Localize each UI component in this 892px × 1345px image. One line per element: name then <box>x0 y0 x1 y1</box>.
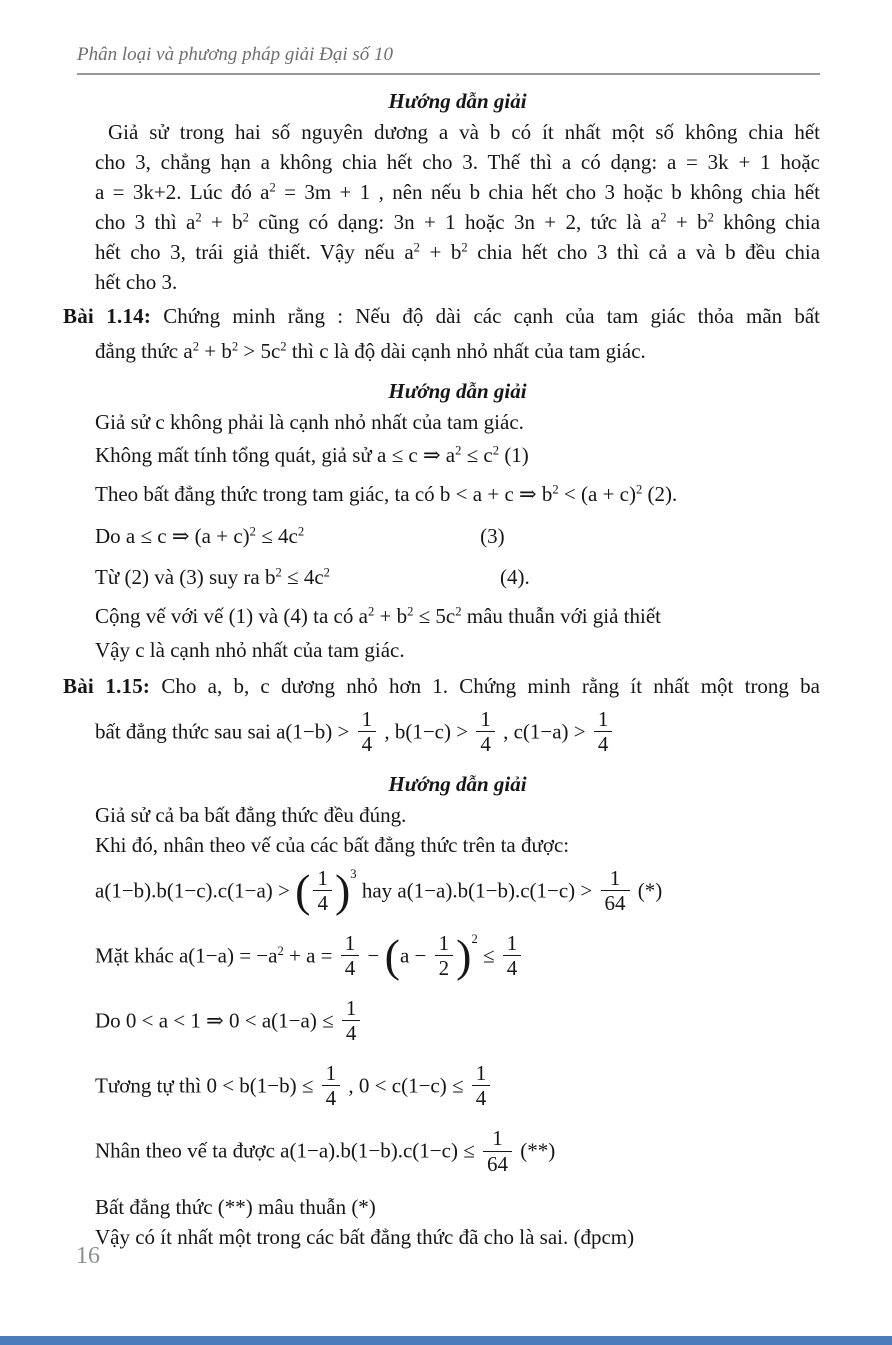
fraction-denominator: 4 <box>317 891 328 916</box>
superscript: 2 <box>242 210 249 225</box>
footer-accent-bar <box>0 1336 892 1345</box>
fraction-numerator: 1 <box>476 708 495 732</box>
exercise-label: Bài 1.14: <box>63 304 152 328</box>
text-run: − <box>362 943 385 968</box>
superscript: 2 <box>492 443 500 458</box>
section-heading <box>95 375 820 407</box>
text-line <box>95 331 820 371</box>
superscript: 2 <box>455 443 462 458</box>
superscript: 2 <box>407 604 414 619</box>
text-line <box>95 515 820 557</box>
superscript: 2 <box>635 482 643 497</box>
superscript: 2 <box>249 524 256 539</box>
text-line <box>95 407 820 437</box>
text-line <box>95 237 820 267</box>
text-run: a − <box>399 943 432 968</box>
text-run: mâu thuẫn với giả thiết <box>461 604 662 628</box>
fraction-numerator: 1 <box>601 867 630 891</box>
text-run: = 3m + 1 , nên nếu b chia hết cho 3 hoặc b không chia hết <box>275 180 820 204</box>
text-run: cũng có dạng: 3n + 1 hoặc 3n + 2, tức là a <box>248 210 661 234</box>
superscript: 2 <box>323 565 330 580</box>
superscript: 2 <box>455 604 462 619</box>
superscript: 2 <box>277 944 284 958</box>
text-run: (*) <box>632 878 663 903</box>
text-line: a(1−b).b(1−c).c(1−a) > ( $\frac{1}{4}$ )$^3$ hay a(1−a).b(1−b).c(1−c) > $\frac{1}{64}$ (*) <box>95 864 663 916</box>
text-run: Do a ≤ c ⇒ (a + c) <box>95 524 250 548</box>
superscript: 2 <box>660 210 667 225</box>
text-run: + b <box>419 240 462 264</box>
fraction-numerator: 1 <box>322 1062 341 1086</box>
text-run: hết cho 3, trái giả thiết. Vậy nếu a <box>95 240 414 264</box>
text-line <box>95 473 820 515</box>
text-run: Vậy c là cạnh nhỏ nhất của tam giác. <box>95 638 405 662</box>
fraction <box>435 932 454 979</box>
text-run: (3) <box>480 524 505 548</box>
fraction <box>472 1062 491 1109</box>
superscript: 2 <box>231 339 239 354</box>
text-run: Giả sử trong hai số nguyên dương a và b có ít nhất một số không chia hết <box>108 120 820 144</box>
text-run: Cộng vế với vế (1) và (4) ta có a <box>95 604 368 628</box>
text-run: cho 3, chẳng hạn a không chia hết cho 3. Thế thì a có dạng: a = 3k + 1 hoặc <box>95 150 820 174</box>
fraction <box>594 708 613 755</box>
text-run: Hướng dẫn giải <box>388 772 527 797</box>
superscript: 2 <box>269 180 276 195</box>
fraction-denominator: 4 <box>325 1086 337 1111</box>
text-line <box>95 990 820 1055</box>
text-run: Tương tự thì 0 < b(1−b) ≤ <box>95 1073 319 1098</box>
fraction-numerator: 1 <box>341 932 360 956</box>
fraction-denominator: 64 <box>486 1151 508 1176</box>
text-run: Từ (2) và (3) suy ra b <box>95 565 276 589</box>
fraction-denominator: 64 <box>604 891 626 916</box>
text-line <box>95 177 820 207</box>
fraction-denominator: 4 <box>506 956 518 981</box>
text-run: , 0 < c(1−c) ≤ <box>343 1073 469 1098</box>
text-run: Do 0 < a < 1 ⇒ 0 < a(1−a) ≤ <box>95 1008 339 1033</box>
text-run: Cho a, b, c dương nhỏ hơn 1. Chứng minh rằng ít nhất một trong ba <box>150 674 820 698</box>
text-run: Hướng dẫn giải <box>388 89 527 113</box>
fraction-numerator: 1 <box>594 708 613 732</box>
text-run: không chia <box>713 210 821 234</box>
text-run: Chứng minh rằng : Nếu độ dài các cạnh của tam giác thỏa mãn bất <box>151 304 820 328</box>
text-run: ≤ c <box>461 443 493 467</box>
text-line <box>95 1055 820 1120</box>
text-run: + b <box>666 210 708 234</box>
text-run: > 5c <box>238 339 281 363</box>
superscript: 3 <box>350 866 357 881</box>
fraction-numerator: 1 <box>358 708 377 732</box>
fraction-numerator: 1 <box>483 1127 512 1151</box>
superscript: 2 <box>192 339 199 354</box>
text-run: + a = <box>283 943 338 968</box>
text-run: đẳng thức a <box>95 339 193 363</box>
text-line <box>95 437 820 473</box>
text-run: ≤ 4c <box>281 565 324 589</box>
fraction-numerator: 1 <box>503 932 522 956</box>
superscript: 2 <box>707 210 714 225</box>
text-run: chia hết cho 3 thì cả a và b đều chia <box>467 240 821 264</box>
running-header <box>77 44 820 75</box>
text-run: (2). <box>642 482 678 506</box>
text-run: , c(1−a) > <box>497 719 591 744</box>
fraction <box>341 932 360 979</box>
fraction <box>322 1062 341 1109</box>
header-title: Phân loại và phương pháp giải Đại số 10 <box>77 44 394 65</box>
fraction <box>503 932 522 979</box>
text-run: Giả sử cả ba bất đẳng thức đều đúng. <box>95 803 407 828</box>
superscript: 2 <box>275 565 282 580</box>
fraction-denominator: 4 <box>345 1021 357 1046</box>
fraction-numerator: 1 <box>472 1062 491 1086</box>
superscript: 2 <box>195 210 202 225</box>
text-run: Mặt khác a(1−a) = −a <box>95 943 278 968</box>
text-run: Bất đẳng thức (**) mâu thuẫn (*) <box>95 1194 376 1219</box>
fraction-denominator: 4 <box>480 732 491 757</box>
superscript: 2 <box>552 482 559 497</box>
superscript: 2 <box>280 339 287 354</box>
fraction-denominator: 4 <box>361 732 373 757</box>
text-run: (**) <box>514 1138 556 1163</box>
superscript: 2 <box>461 240 468 255</box>
fraction-denominator: 4 <box>475 1086 487 1111</box>
page-number: 16 <box>76 1243 100 1269</box>
superscript: 2 <box>297 524 305 539</box>
text-line <box>95 267 820 297</box>
content <box>63 85 821 1252</box>
text-line <box>95 147 820 177</box>
text-run: Hướng dẫn giải <box>388 379 527 403</box>
text-run: Khi đó, nhân theo vế của các bất đẳng thức trên ta được: <box>95 833 570 858</box>
text-run: Vậy có ít nhất một trong các bất đẳng thức đã cho là sai. (đpcm) <box>95 1224 635 1249</box>
section-heading <box>95 768 820 800</box>
fraction <box>601 867 630 914</box>
text-line <box>95 207 820 237</box>
text-line <box>95 635 820 665</box>
fraction-denominator: 2 <box>438 956 450 981</box>
text-line <box>95 1120 820 1185</box>
text-run: a = 3k+2. Lúc đó a <box>95 180 270 204</box>
text-run: Nhân theo vế ta được a(1−a).b(1−b).c(1−c) ≤ <box>95 1138 480 1163</box>
text-line <box>63 671 820 701</box>
text-line <box>95 117 820 147</box>
text-run: hết cho 3. <box>95 270 178 294</box>
text-run: hay a(1−a).b(1−b).c(1−c) > <box>356 878 598 903</box>
fraction-numerator: 1 <box>313 867 332 891</box>
text-run: ≤ 5c <box>413 604 456 628</box>
text-run: Giả sử c không phải là cạnh nhỏ nhất của tam giác. <box>95 410 524 434</box>
text-run: Theo bất đẳng thức trong tam giác, ta có b < a + c ⇒ b <box>95 482 553 506</box>
text-run: bất đẳng thức sau sai a(1−b) > <box>95 719 355 744</box>
text-line <box>95 800 820 830</box>
text-run: cho 3 thì a <box>95 210 196 234</box>
text-line <box>95 830 820 860</box>
text-run: ≤ <box>477 943 500 968</box>
text-line <box>95 701 820 766</box>
exercise-label: Bài 1.15: <box>63 674 151 698</box>
text-run: < (a + c) <box>558 482 636 506</box>
text-run: ≤ 4c <box>255 524 298 548</box>
fraction <box>313 867 332 914</box>
fraction-numerator: 1 <box>435 932 454 956</box>
superscript: 2 <box>471 932 478 947</box>
text-run: (4). <box>499 565 530 589</box>
fraction-numerator: 1 <box>342 997 361 1021</box>
section-heading <box>95 85 820 117</box>
text-line <box>95 1192 820 1222</box>
text-run: (1) <box>499 443 529 467</box>
superscript: 2 <box>413 240 420 255</box>
fraction-denominator: 4 <box>597 732 609 757</box>
text-run: thì c là độ dài cạnh nhỏ nhất của tam giác. <box>286 339 646 363</box>
text-run: + b <box>198 339 232 363</box>
fraction <box>476 708 495 755</box>
text-run: + b <box>201 210 243 234</box>
text-line: Mặt khác $a(1-a) = -a^2 + a$ = $\frac{1}{4}$ − (a − $\frac{1}{2}$ )$^2$ ≤ $\frac{1}{4}$ <box>95 925 820 990</box>
fraction <box>483 1127 512 1174</box>
fraction-denominator: 4 <box>344 956 356 981</box>
text-line <box>95 1222 820 1252</box>
text-run: Không mất tính tổng quát, giả sử a ≤ c ⇒ a <box>95 443 456 467</box>
text-line <box>95 557 820 597</box>
fraction <box>358 708 377 755</box>
fraction <box>342 997 361 1044</box>
text-run: a(1−b).b(1−c).c(1−a) > <box>95 878 296 903</box>
superscript: 2 <box>367 604 375 619</box>
text-line <box>95 597 820 635</box>
text-line <box>63 301 820 331</box>
text-run: , b(1−c) > <box>379 719 474 744</box>
text-run: + b <box>374 604 408 628</box>
